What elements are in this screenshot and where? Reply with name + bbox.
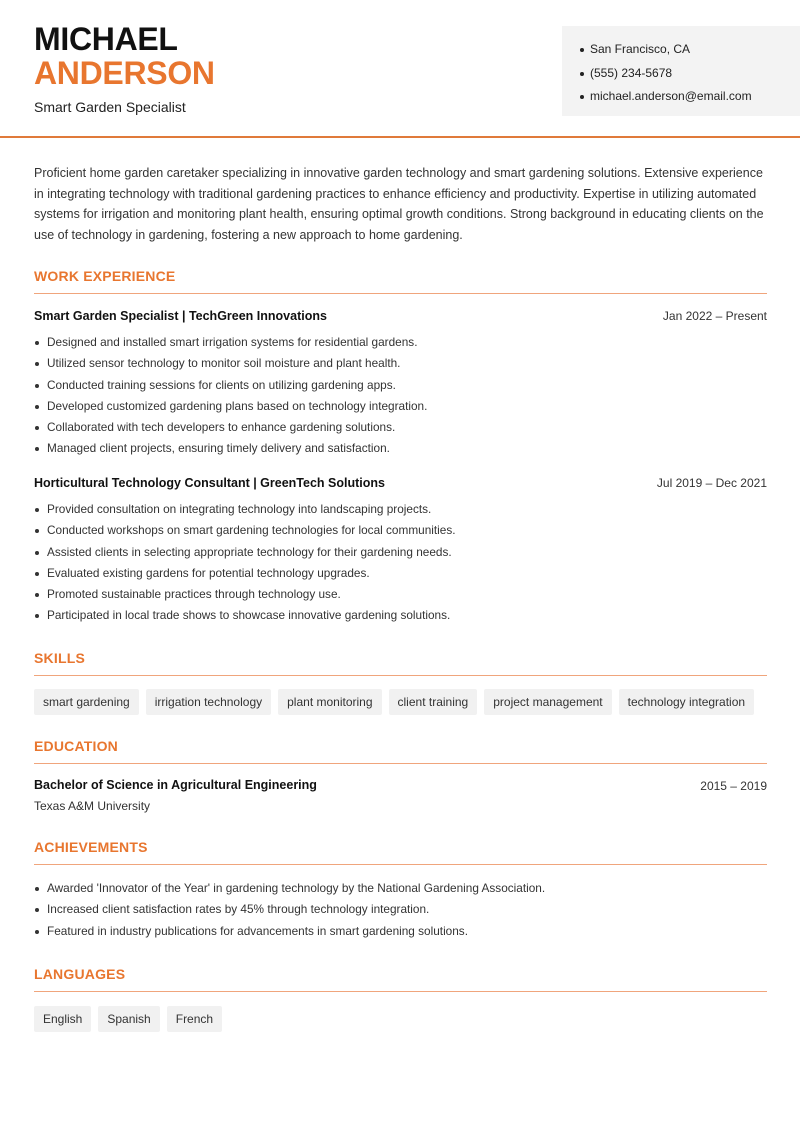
list-item: Participated in local trade shows to showcase innovative gardening solutions.	[34, 605, 767, 626]
list-item: Awarded 'Innovator of the Year' in gardening technology by the National Gardening Association.	[34, 878, 767, 899]
job-role: Smart Garden Specialist | TechGreen Innovations	[34, 309, 327, 323]
list-item: Conducted workshops on smart gardening technologies for local communities.	[34, 520, 767, 541]
job-date: Jul 2019 – Dec 2021	[656, 476, 767, 490]
list-item: Managed client projects, ensuring timely delivery and satisfaction.	[34, 438, 767, 459]
list-item: Provided consultation on integrating technology into landscaping projects.	[34, 499, 767, 520]
skill-tag: project management	[484, 689, 611, 715]
section-title-languages: LANGUAGES	[34, 966, 767, 992]
list-item: Evaluated existing gardens for potential technology upgrades.	[34, 563, 767, 584]
language-tag: French	[167, 1006, 222, 1032]
job-title: Smart Garden Specialist	[34, 99, 186, 115]
list-item: Conducted training sessions for clients on utilizing gardening apps.	[34, 375, 767, 396]
job-bullets	[34, 332, 767, 460]
education-school: Texas A&M University	[34, 799, 151, 813]
section-title-work: WORK EXPERIENCE	[34, 268, 767, 294]
skill-tag: smart gardening	[34, 689, 139, 715]
list-item: Promoted sustainable practices through technology use.	[34, 584, 767, 605]
section-title-achievements: ACHIEVEMENTS	[34, 839, 767, 865]
skill-tag: technology integration	[619, 689, 754, 715]
section-title-education: EDUCATION	[34, 738, 767, 764]
contact-email[interactable]: michael.anderson@email.com	[580, 85, 800, 109]
skill-tag: plant monitoring	[278, 689, 381, 715]
education-degree: Bachelor of Science in Agricultural Engineering	[34, 778, 317, 792]
job-date: Jan 2022 – Present	[662, 309, 767, 323]
contact-phone: (555) 234-5678	[580, 62, 800, 86]
job-role: Horticultural Technology Consultant | GreenTech Solutions	[34, 476, 385, 490]
candidate-name	[34, 22, 215, 90]
education-date: 2015 – 2019	[700, 779, 767, 793]
language-tag: Spanish	[98, 1006, 159, 1032]
language-tag: English	[34, 1006, 91, 1032]
list-item: Developed customized gardening plans based on technology integration.	[34, 396, 767, 417]
skills-list	[34, 689, 754, 715]
list-item: Assisted clients in selecting appropriate technology for their gardening needs.	[34, 542, 767, 563]
list-item: Designed and installed smart irrigation systems for residential gardens.	[34, 332, 767, 353]
list-item: Increased client satisfaction rates by 45% through technology integration.	[34, 899, 767, 920]
job-header	[34, 309, 767, 327]
skill-tag: irrigation technology	[146, 689, 271, 715]
contact-box	[562, 26, 800, 116]
skill-tag: client training	[389, 689, 478, 715]
achievements-list	[34, 878, 767, 942]
last-name: ANDERSON	[34, 55, 215, 91]
list-item: Featured in industry publications for advancements in smart gardening solutions.	[34, 921, 767, 942]
section-title-skills: SKILLS	[34, 650, 767, 676]
job-bullets	[34, 499, 767, 627]
list-item: Collaborated with tech developers to enhance gardening solutions.	[34, 417, 767, 438]
list-item: Utilized sensor technology to monitor soil moisture and plant health.	[34, 353, 767, 374]
summary-paragraph: Proficient home garden caretaker specializing in innovative garden technology and smart gardening solutions. Extensive experience in integrating technology with traditional gardening practices to enhance efficiency and productivity. Expertise in utilizing automated systems for irrigation and monitoring plant health, ensuring optimal growth conditions. Strong background in educating clients on the use of technology in gardening, fostering a new approach to home gardening.	[34, 166, 764, 243]
job-header	[34, 476, 767, 494]
first-name: MICHAEL	[34, 21, 178, 57]
resume-header	[0, 0, 800, 138]
contact-location: San Francisco, CA	[580, 38, 800, 62]
languages-list	[34, 1006, 222, 1032]
